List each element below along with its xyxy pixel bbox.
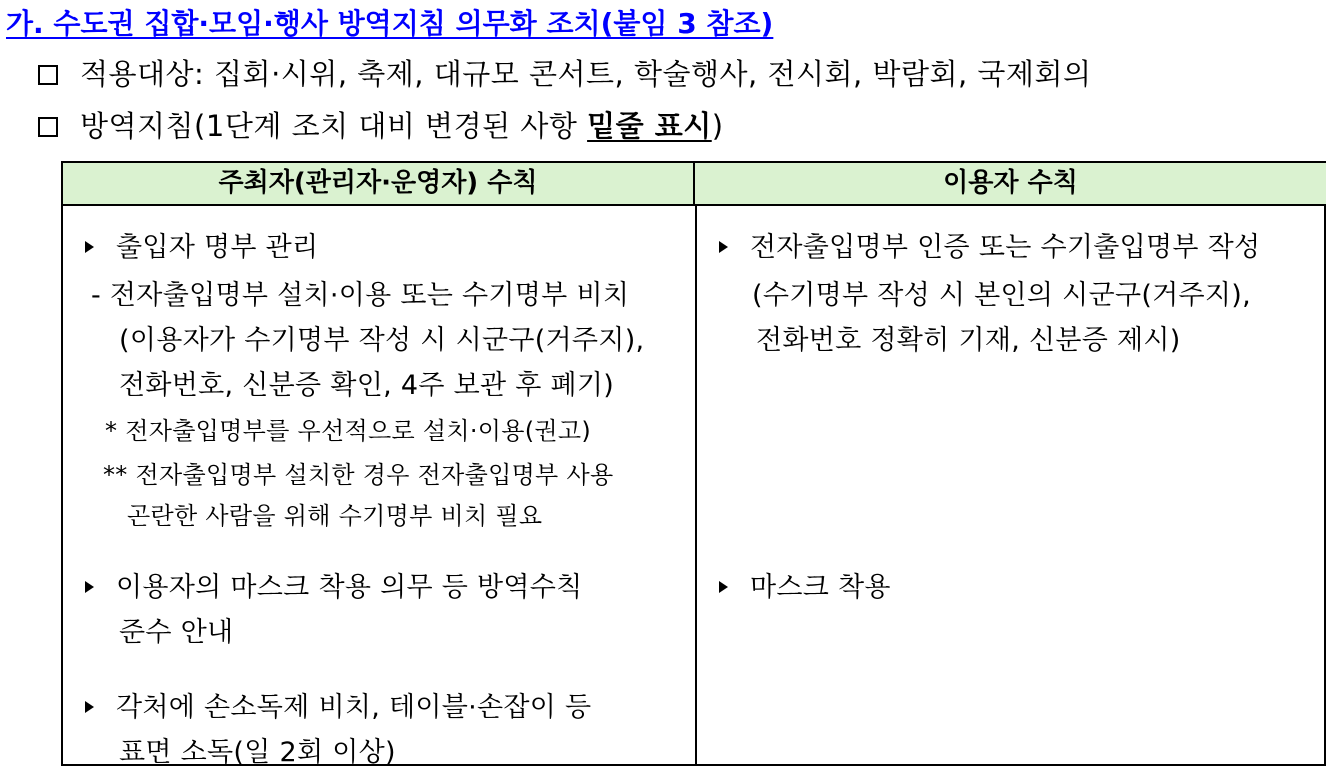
left-note: 곤란한 사람을 위해 수기명부 비치 필요 — [127, 502, 543, 530]
left-bullet-2-cont: 준수 안내 — [119, 617, 234, 648]
left-bullet-2-text: 이용자의 마스크 착용 의무 등 방역수칙 — [116, 572, 583, 603]
checkbox-square-icon — [38, 117, 58, 137]
header-organizer: 주최자(관리자·운영자) 수칙 — [63, 163, 695, 206]
triangle-bullet-icon — [719, 581, 728, 593]
triangle-bullet-icon — [85, 241, 94, 253]
target-item — [38, 52, 1091, 93]
header-user: 이용자 수칙 — [695, 163, 1326, 206]
right-bullet-1-cont: (수기명부 작성 시 본인의 시군구(거주지), — [752, 280, 1252, 311]
guideline-emphasis: 밑줄 표시 — [587, 109, 712, 143]
left-bullet-3 — [85, 685, 591, 724]
column-divider — [695, 206, 697, 764]
right-bullet-1 — [719, 225, 1260, 264]
triangle-bullet-icon — [719, 241, 728, 253]
left-sub-line: (이용자가 수기명부 작성 시 시군구(거주지), — [119, 325, 645, 356]
right-bullet-2-text: 마스크 착용 — [750, 572, 891, 603]
rules-table — [61, 161, 1326, 766]
checkbox-square-icon — [38, 65, 58, 85]
left-note: ** 전자출입명부 설치한 경우 전자출입명부 사용 — [103, 461, 614, 489]
guideline-item-text: 방역지침(1단계 조치 대비 변경된 사항 — [80, 109, 588, 143]
guideline-item — [38, 104, 724, 145]
section-heading: 가. 수도권 집합·모임·행사 방역지침 의무화 조치(붙임 3 참조) — [6, 7, 774, 40]
left-sub-line: - 전자출입명부 설치·이용 또는 수기명부 비치 — [91, 280, 630, 311]
triangle-bullet-icon — [85, 701, 94, 713]
target-item-text: 적용대상: 집회·시위, 축제, 대규모 콘서트, 학술행사, 전시회, 박람회, 국제회의 — [80, 57, 1092, 91]
right-bullet-1-cont: 전화번호 정확히 기재, 신분증 제시) — [756, 325, 1181, 356]
left-bullet-1 — [85, 225, 318, 264]
right-bullet-2 — [719, 565, 891, 604]
triangle-bullet-icon — [85, 581, 94, 593]
right-bullet-1-text: 전자출입명부 인증 또는 수기출입명부 작성 — [750, 232, 1261, 263]
left-bullet-3-text: 각처에 손소독제 비치, 테이블·손잡이 등 — [116, 692, 592, 723]
left-sub-line: 전화번호, 신분증 확인, 4주 보관 후 폐기) — [119, 370, 615, 401]
left-note: * 전자출입명부를 우선적으로 설치·이용(권고) — [105, 417, 592, 445]
left-bullet-2 — [85, 565, 583, 604]
left-bullet-1-text: 출입자 명부 관리 — [116, 232, 319, 263]
guideline-suffix: ) — [711, 109, 724, 143]
left-bullet-3-cont: 표면 소독(일 2회 이상) — [119, 737, 396, 768]
